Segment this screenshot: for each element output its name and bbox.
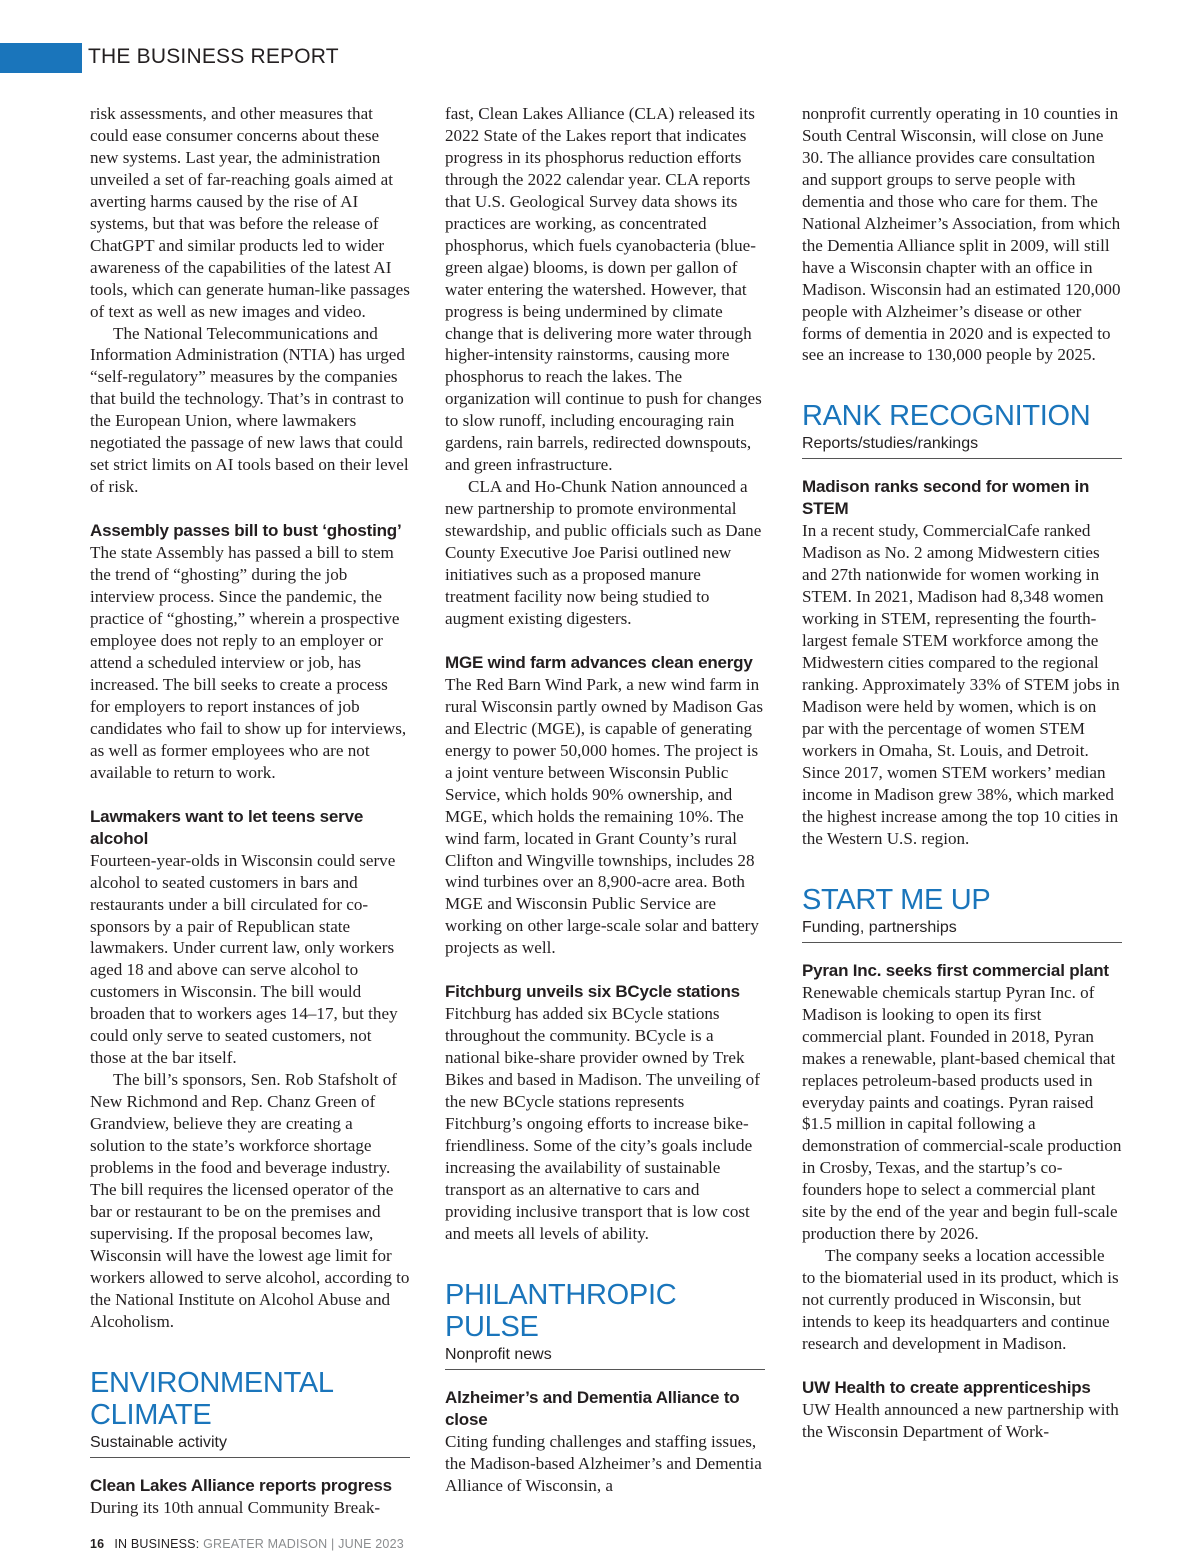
paragraph: Renewable chemicals startup Pyran Inc. of Madison is looking to open its first commercial plant. Founded in 2018, Pyran makes a renewable, plant-based chemical that replaces petroleum-based products used in everyday paints and coatings. Pyran raised $1.5 million in capital following a demonstration of commercial-scale production in Crosby, Texas, and the startup’s co-founders hope to select a commercial plant site by the end of the year and begin full-scale production there by 2026. bbox=[802, 982, 1122, 1244]
header-accent-bar bbox=[0, 43, 82, 73]
paragraph: CLA and Ho-Chunk Nation announced a new partnership to promote environmental stewardship, and public officials such as Dane County Executive Joe Parisi outlined new initiatives such as a proposed manure treatment facility now being studied to augment existing digesters. bbox=[445, 477, 762, 628]
paragraph: fast, Clean Lakes Alliance (CLA) released its 2022 State of the Lakes report that indicates progress in its phosphorus reduction efforts through the 2022 calendar year. CLA reports that U.S. Geological Survey data shows its practices are working, as concentrated phosphorus, which fuels cyanobacteria (blue-green algae) blooms, is down per gallon of water entering the watershed. However, that progress is being undermined by climate change that is delivering more water through higher-intensity rainstorms, causing more phosphorus to reach the lakes. The organization will continue to push for changes to slow runoff, including encouraging rain gardens, rain barrels, redirected downspouts, and green infrastructure. bbox=[445, 104, 762, 475]
paragraph: In a recent study, CommercialCafe ranked Madison as No. 2 among Midwestern cities and 27th nationwide for women working in STEM. In 2021, Madison had 8,348 women working in STEM, representing the fourth-largest female STEM workforce among the Midwestern cities compared to the regional ranking. Approximately 33% of STEM jobs in Madison were held by women, which is on par with the percentage of women STEM workers in Omaha, St. Louis, and Detroit. Since 2017, women STEM workers’ median income in Madison grew 38%, which marked the highest increase among the top 10 cities in the Western U.S. region. bbox=[802, 521, 1120, 848]
paragraph: Fourteen-year-olds in Wisconsin could serve alcohol to seated customers in bars and restaurants under a bill circulated for co-sponsors by a pair of Republican state lawmakers. Under current law, only workers aged 18 and above can serve alcohol to customers in Wisconsin. The bill would broaden that to workers ages 14–17, but they could only serve to seated customers, not those at the bar itself. bbox=[90, 850, 398, 1068]
column-2 bbox=[445, 103, 765, 1497]
section-title: START ME UP bbox=[802, 883, 991, 916]
paragraph: Fitchburg has added six BCycle stations throughout the community. BCycle is a national bike-share provider owned by Trek Bikes and based in Madison. The unveiling of the new BCycle stations represents Fitchburg’s ongoing efforts to increase bike-friendliness. Some of the city’s goals include increasing the availability of sustainable transport as an alternative to cars and providing inclusive transport that is low cost and meets all levels of ability. bbox=[445, 1004, 760, 1243]
paragraph: The National Telecommunications and Information Administration (NTIA) has urged “self-regulatory” measures by the companies that build the technology. That’s in contrast to the European Union, where lawmakers negotiated the passage of new laws that could set strict limits on AI tools based on their level of risk. bbox=[90, 323, 409, 497]
section-title: PHILANTHROPIC PULSE bbox=[445, 1278, 677, 1343]
article-headline: Fitchburg unveils six BCycle stations bbox=[445, 982, 740, 1002]
section-subtitle: Reports/studies/rankings bbox=[802, 434, 1122, 459]
section-subtitle: Nonprofit news bbox=[445, 1345, 765, 1370]
article-headline: Alzheimer’s and Dementia Alliance to close bbox=[445, 1387, 740, 1429]
article-headline: MGE wind farm advances clean energy bbox=[445, 652, 753, 672]
column-1 bbox=[90, 103, 410, 1519]
paragraph: The company seeks a location accessible to the biomaterial used in its product, which is not currently produced in Wisconsin, but intends to keep its headquarters and continue research and development in Madison. bbox=[802, 1246, 1119, 1353]
issue-info: GREATER MADISON | JUNE 2023 bbox=[203, 1537, 404, 1551]
paragraph: The Red Barn Wind Park, a new wind farm in rural Wisconsin partly owned by Madison Gas and Electric (MGE), is capable of generating energy to power 50,000 homes. The project is a joint venture between Wisconsin Public Service, which holds 90% ownership, and MGE, which holds the remaining 10%. The wind farm, located in Grant County’s rural Clifton and Wingville townships, includes 28 wind turbines over an 8,900-acre area. Both MGE and Wisconsin Public Service are working on other large-scale solar and battery projects as well. bbox=[445, 674, 764, 958]
article-headline: Clean Lakes Alliance reports progress bbox=[90, 1475, 392, 1495]
page-number: 16 bbox=[90, 1537, 105, 1551]
publication-name: IN BUSINESS: bbox=[114, 1537, 200, 1551]
paragraph: risk assessments, and other measures that could ease consumer concerns about these new systems. Last year, the administration unveiled a set of far-reaching goals aimed at averting harms caused by the rise of AI systems, but that was before the release of ChatGPT and similar products led to wider awareness of the capabilities of the latest AI tools, which can generate human-like passages of text as well as new images and video. bbox=[90, 104, 410, 321]
section-subtitle: Sustainable activity bbox=[90, 1433, 410, 1458]
section-subtitle: Funding, partnerships bbox=[802, 918, 1122, 943]
paragraph: Citing funding challenges and staffing issues, the Madison-based Alzheimer’s and Dementia Alliance of Wisconsin, a bbox=[445, 1431, 762, 1495]
article-headline: Lawmakers want to let teens serve alcohol bbox=[90, 806, 364, 848]
column-3 bbox=[802, 103, 1122, 1443]
section-title: ENVIRONMENTAL CLIMATE bbox=[90, 1366, 333, 1431]
paragraph: The bill’s sponsors, Sen. Rob Stafsholt of New Richmond and Rep. Chanz Green of Grandview, believe they are creating a solution to the state’s workforce shortage problems in the food and beverage industry. The bill requires the licensed operator of the bar or restaurant to be on the premises and supervising. If the proposal becomes law, Wisconsin will have the lowest age limit for workers allowed to serve alcohol, according to the National Institute on Alcohol Abuse and Alcoholism. bbox=[90, 1070, 410, 1331]
paragraph: nonprofit currently operating in 10 counties in South Central Wisconsin, will close on June 30. The alliance provides care consultation and support groups to serve people with dementia and those who care for them. The National Alzheimer’s Association, from which the Dementia Alliance split in 2009, will still have a Wisconsin chapter with an office in Madison. Wisconsin had an estimated 120,000 people with Alzheimer’s disease or other forms of dementia in 2020 and is expected to see an increase to 130,000 people by 2025. bbox=[802, 104, 1121, 365]
paragraph: UW Health announced a new partnership with the Wisconsin Department of Work- bbox=[802, 1399, 1119, 1441]
article-headline: UW Health to create apprenticeships bbox=[802, 1377, 1091, 1397]
paragraph: The state Assembly has passed a bill to stem the trend of “ghosting” during the job interview process. Since the pandemic, the practice of “ghosting,” wherein a prospective employee does not reply to an employer or attend a scheduled interview or job, has increased. The bill seeks to create a process for employers to report instances of job candidates who fail to show up for interviews, as well as former employees who are not available to return to work. bbox=[90, 543, 407, 782]
section-title: RANK RECOGNITION bbox=[802, 400, 1091, 433]
section-header-title: THE BUSINESS REPORT bbox=[88, 45, 339, 68]
page-footer bbox=[90, 1537, 404, 1551]
article-headline: Madison ranks second for women in STEM bbox=[802, 477, 1090, 519]
paragraph: During its 10th annual Community Break- bbox=[90, 1497, 381, 1517]
article-headline: Assembly passes bill to bust ‘ghosting’ bbox=[90, 521, 402, 541]
article-headline: Pyran Inc. seeks first commercial plant bbox=[802, 960, 1109, 980]
